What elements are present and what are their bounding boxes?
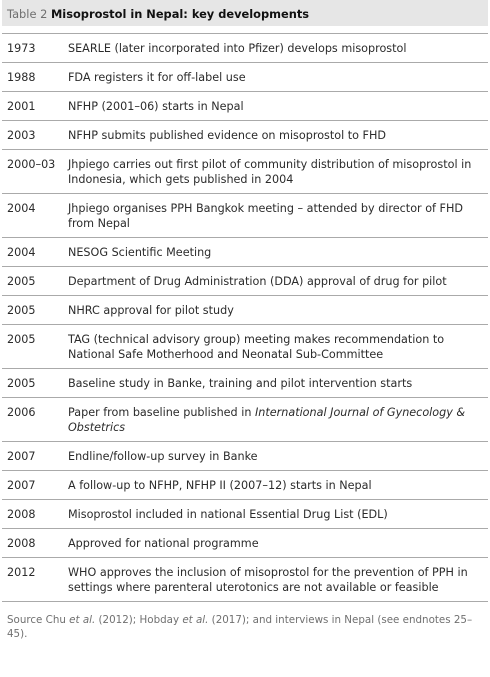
event-cell: Misoprostol included in national Essential Drug List (EDL)	[68, 508, 388, 521]
table-row	[2, 296, 488, 325]
source-label: Source	[7, 614, 43, 626]
table-source-note	[2, 613, 488, 641]
table-row	[2, 369, 488, 398]
event-cell: Baseline study in Banke, training and pilot intervention starts	[68, 377, 413, 390]
table-row	[2, 471, 488, 500]
year-cell: 2005	[7, 275, 36, 288]
journal-title: International Journal of Gynecology & Obstetrics	[68, 406, 466, 434]
event-cell: TAG (technical advisory group) meeting makes recommendation to National Safe Motherhood and Neonatal Sub-Committee	[68, 333, 445, 361]
year-cell: 2007	[7, 450, 36, 463]
table-row	[2, 34, 488, 63]
year-cell: 1988	[7, 71, 36, 84]
table-row	[2, 238, 488, 267]
table-row	[2, 92, 488, 121]
event-cell: NESOG Scientific Meeting	[68, 246, 212, 259]
year-cell: 2000–03	[7, 158, 56, 171]
table-row	[2, 558, 488, 602]
table-row	[2, 442, 488, 471]
event-cell: Jhpiego organises PPH Bangkok meeting – attended by director of FHD from Nepal	[68, 202, 463, 230]
source-etal: et al.	[182, 614, 209, 626]
year-cell: 2006	[7, 406, 36, 419]
event-cell: Jhpiego carries out first pilot of community distribution of misoprostol in Indonesia, which gets published in 2004	[68, 158, 472, 186]
event-cell: Approved for national programme	[68, 537, 259, 550]
event-cell: SEARLE (later incorporated into Pfizer) develops misoprostol	[68, 42, 407, 55]
event-cell: Department of Drug Administration (DDA) approval of drug for pilot	[68, 275, 447, 288]
table-caption	[2, 0, 488, 26]
table-row	[2, 121, 488, 150]
year-cell: 2008	[7, 508, 36, 521]
table-row	[2, 267, 488, 296]
event-cell: WHO approves the inclusion of misoprostol for the prevention of PPH in settings where parenteral uterotonics are not available or feasible	[68, 566, 468, 594]
event-cell: A follow-up to NFHP, NFHP II (2007–12) starts in Nepal	[68, 479, 372, 492]
event-text: Paper from baseline published in	[68, 406, 255, 419]
year-cell: 2001	[7, 100, 36, 113]
event-cell	[68, 405, 488, 441]
source-etal: et al.	[69, 614, 96, 626]
event-cell: Endline/follow-up survey in Banke	[68, 450, 258, 463]
table-row	[2, 63, 488, 92]
source-text: Chu	[42, 614, 70, 626]
event-cell: NFHP (2001–06) starts in Nepal	[68, 100, 244, 113]
table-row	[2, 194, 488, 238]
year-cell: 1973	[7, 42, 36, 55]
table-row	[2, 529, 488, 558]
year-cell: 2007	[7, 479, 36, 492]
year-cell: 2005	[7, 304, 36, 317]
table-title: Misoprostol in Nepal: key developments	[50, 7, 310, 21]
event-cell: NHRC approval for pilot study	[68, 304, 234, 317]
year-cell: 2008	[7, 537, 36, 550]
year-cell: 2005	[7, 333, 36, 346]
table-row	[2, 325, 488, 369]
year-cell: 2003	[7, 129, 36, 142]
source-text: (2012); Hobday	[95, 614, 183, 626]
table-container	[2, 0, 488, 641]
year-cell: 2004	[7, 246, 36, 259]
table-row	[2, 500, 488, 529]
table-row	[2, 150, 488, 194]
table-body	[2, 33, 488, 602]
event-cell: NFHP submits published evidence on misoprostol to FHD	[68, 129, 387, 142]
year-cell: 2012	[7, 566, 36, 579]
year-cell: 2005	[7, 377, 36, 390]
source-text: (2017); and interviews in Nepal (see endnotes 25–45).	[7, 614, 473, 640]
event-cell: FDA registers it for off-label use	[68, 71, 246, 84]
year-cell: 2004	[7, 202, 36, 215]
table-row	[2, 398, 488, 442]
table-number: Table 2	[7, 7, 48, 21]
